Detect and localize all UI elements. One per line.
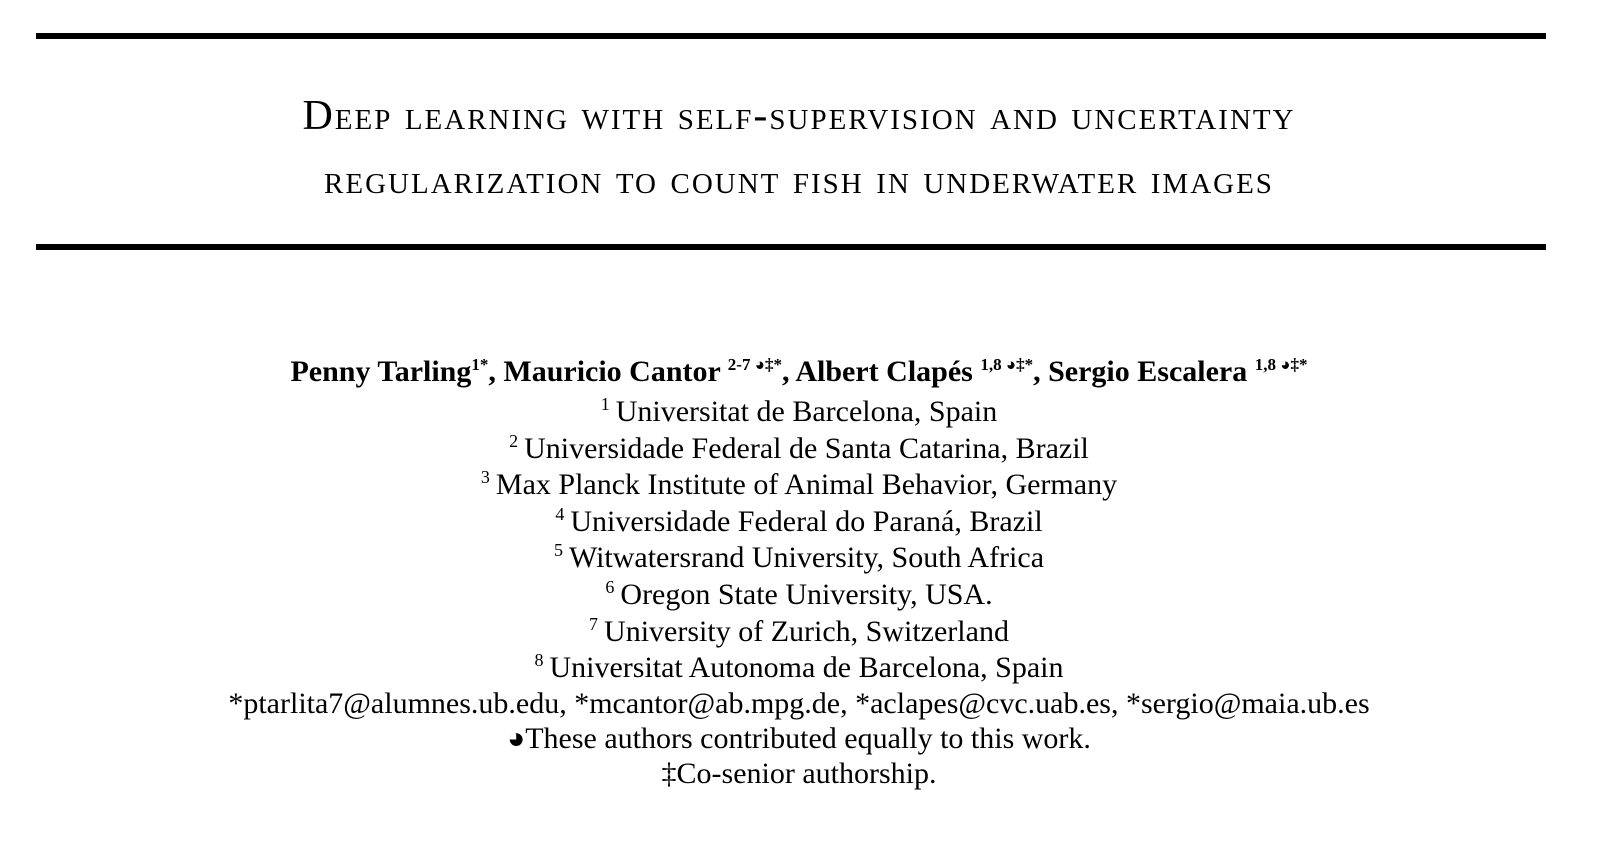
affiliation-number: 3: [480, 467, 490, 488]
top-rule: [36, 33, 1546, 39]
affiliation-text: Witwatersrand University, South Africa: [568, 541, 1045, 575]
affiliation-text: Universitat Autonoma de Barcelona, Spain: [549, 651, 1064, 685]
affiliation-number: 2: [509, 430, 519, 451]
author-list: [0, 352, 1598, 392]
affiliation-number: 6: [605, 576, 615, 597]
affiliation-text: Oregon State University, USA.: [620, 577, 993, 611]
affiliation-number: 1: [600, 394, 610, 414]
author-name: Mauricio Cantor: [503, 355, 721, 388]
title-line-1: Deep learning with self-supervision and uncertainty: [302, 93, 1296, 139]
author-emails: *ptarlita7@alumnes.ub.edu, *mcantor@ab.mpg.de, *aclapes@cvc.uab.es, *sergio@maia.ub.es: [228, 687, 1370, 720]
affiliation-number: 4: [555, 503, 565, 524]
author-affiliation-marks: 1,8 ◕‡*: [980, 355, 1034, 374]
affiliation-number: 8: [534, 650, 544, 671]
affiliation-item: [0, 650, 1598, 687]
affiliation-list: [0, 394, 1598, 687]
affiliation-item: [0, 614, 1598, 651]
affiliation-item: [0, 540, 1598, 577]
affiliation-number: 5: [553, 540, 563, 561]
affiliation-text: Universitat de Barcelona, Spain: [615, 395, 998, 428]
affiliation-text: University of Zurich, Switzerland: [604, 614, 1009, 648]
author-name: Sergio Escalera: [1048, 355, 1248, 388]
affiliation-text: Universidade Federal do Paraná, Brazil: [570, 504, 1043, 538]
paper-title: [0, 84, 1598, 212]
author-affiliation-marks: 1*: [471, 355, 489, 374]
author-name: Penny Tarling: [290, 355, 472, 388]
author-affiliation-marks: 2-7 ◕‡*: [727, 355, 782, 374]
author-separator: ,: [781, 355, 796, 388]
co-senior-note: ‡Co-senior authorship.: [661, 757, 937, 790]
affiliation-item: [0, 394, 1598, 431]
title-line-2: regularization to count fish in underwater images: [324, 157, 1274, 203]
author-separator: ,: [488, 355, 504, 388]
affiliation-item: [0, 467, 1598, 504]
affiliation-text: Max Planck Institute of Animal Behavior, Germany: [495, 468, 1118, 502]
affiliation-item: [0, 577, 1598, 614]
affiliation-number: 7: [589, 613, 599, 634]
affiliation-item: [0, 504, 1598, 541]
author-name: Albert Clapés: [795, 355, 973, 388]
author-affiliation-marks: 1,8 ◕‡*: [1254, 355, 1308, 374]
bottom-rule: [36, 244, 1546, 250]
affiliation-text: Universidade Federal de Santa Catarina, Brazil: [524, 431, 1089, 465]
affiliation-item: [0, 431, 1598, 468]
equal-contribution-note: ◕These authors contributed equally to this work.: [507, 722, 1091, 755]
author-separator: ,: [1033, 355, 1049, 388]
